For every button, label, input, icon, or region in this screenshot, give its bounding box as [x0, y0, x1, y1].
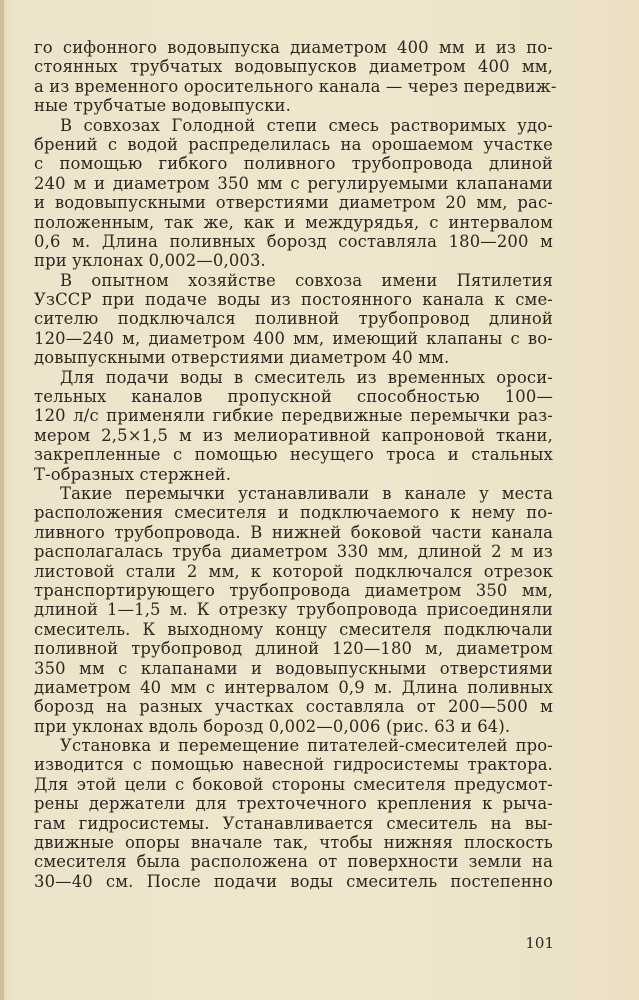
text-line: борозд на разных участках составляла от 200—500 м [34, 697, 553, 717]
text-line: 350 мм с клапанами и водовыпускными отверстиями [34, 658, 553, 678]
text-line: В совхозах Голодной степи смесь растворимых удо- [60, 115, 553, 135]
text-line: движные опоры вначале так, чтобы нижняя плоскость [34, 833, 553, 853]
text-line: при уклонах вдоль борозд 0,002—0,006 (рис. 63 и 64). [34, 716, 511, 736]
text-line: ливного трубопровода. В нижней боковой части канала [34, 522, 553, 542]
text-line: с помощью гибкого поливного трубопровода длиной [34, 154, 553, 174]
text-line: изводится с помощью навесной гидросистемы трактора. [34, 755, 553, 775]
text-line: диаметром 40 мм с интервалом 0,9 м. Длина поливных [34, 677, 553, 697]
text-line: расположения смесителя и подключаемого к нему по- [34, 503, 553, 523]
text-line: сителю подключался поливной трубопровод длиной [34, 309, 553, 329]
text-line: Для подачи воды в смеситель из временных ороси- [60, 367, 553, 387]
paragraph [34, 368, 553, 484]
paragraph [34, 38, 557, 116]
text-line: 120 л/с применяли гибкие передвижные перемычки раз- [34, 406, 553, 426]
text-line: при уклонах 0,002—0,003. [34, 251, 266, 271]
text-line: Такие перемычки устанавливали в канале у места [60, 483, 553, 503]
paragraph [34, 484, 553, 736]
text-line: ные трубчатые водовыпуски. [34, 96, 291, 116]
text-line: тельных каналов пропускной способностью 100— [34, 387, 553, 407]
text-line: закрепленные с помощью несущего троса и стальных [34, 445, 553, 465]
text-line: поливной трубопровод длиной 120—180 м, диаметром [34, 639, 553, 659]
text-line: 0,6 м. Длина поливных борозд составляла 180—200 м [34, 231, 553, 251]
text-line: Т-образных стержней. [34, 464, 232, 484]
text-line: рены держатели для трехточечного крепления к рыча- [34, 794, 553, 814]
text-line: 30—40 см. После подачи воды смеситель постепенно [34, 871, 553, 891]
text-line: Для этой цели с боковой стороны смесителя предусмот- [34, 774, 553, 794]
text-line: го сифонного водовыпуска диаметром 400 мм и из по- [34, 38, 553, 57]
text-line: довыпускными отверстиями диаметром 40 мм. [34, 348, 450, 368]
paragraph [34, 271, 553, 368]
text-line: транспортирующего трубопровода диаметром 350 мм, [34, 580, 553, 600]
text-line: 120—240 м, диаметром 400 мм, имеющий клапаны с во- [34, 328, 553, 348]
paragraph [34, 116, 553, 271]
text-line: положенным, так же, как и междурядья, с интервалом [34, 212, 553, 232]
text-line: гам гидросистемы. Устанавливается смеситель на вы- [34, 813, 553, 833]
page-binding-edge [0, 0, 4, 1000]
text-line: УзССР при подаче воды из постоянного канала к сме- [34, 290, 553, 310]
text-line: стоянных трубчатых водовыпусков диаметром 400 мм, [34, 57, 553, 77]
text-line: 240 м и диаметром 350 мм с регулируемыми клапанами [34, 173, 553, 193]
text-line: смесителя была расположена от поверхности земли на [34, 852, 553, 872]
text-line: и водовыпускными отверстиями диаметром 20 мм, рас- [34, 193, 553, 213]
text-line: смеситель. К выходному концу смесителя подключали [34, 619, 553, 639]
text-line: В опытном хозяйстве совхоза имени Пятилетия [60, 270, 553, 290]
text-line: листовой стали 2 мм, к которой подключался отрезок [34, 561, 553, 581]
page-number: 101 [525, 934, 554, 952]
text-line: длиной 1—1,5 м. К отрезку трубопровода присоединяли [34, 600, 553, 620]
paragraph [34, 736, 553, 891]
body-text [34, 38, 557, 891]
text-line: располагалась труба диаметром 330 мм, длиной 2 м из [34, 542, 553, 562]
text-line: брений с водой распределилась на орошаемом участке [34, 134, 553, 154]
text-line: а из временного оросительного канала — через передвиж- [34, 76, 557, 96]
text-line: Установка и перемещение питателей-смесителей про- [60, 736, 553, 756]
text-line: мером 2,5×1,5 м из мелиоративной капроновой ткани, [34, 425, 553, 445]
